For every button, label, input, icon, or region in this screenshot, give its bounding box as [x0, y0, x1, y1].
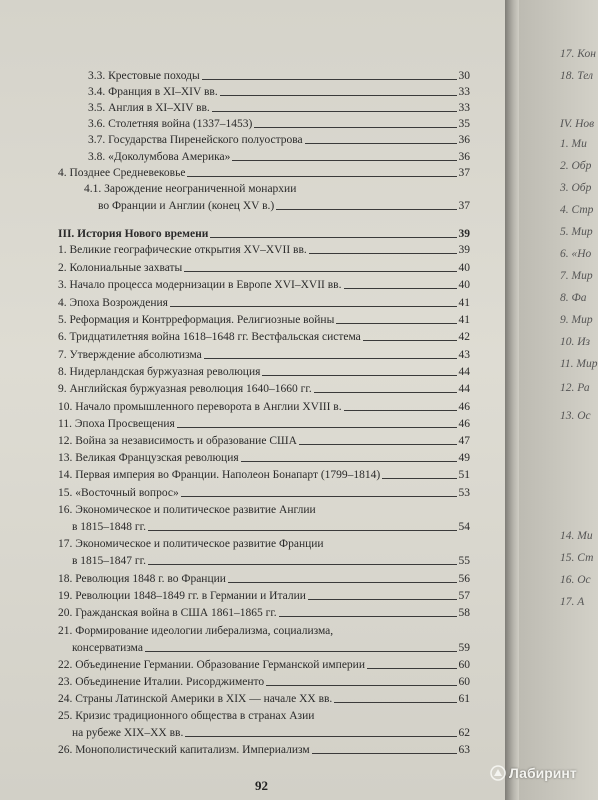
leader-line [187, 176, 456, 177]
toc-entry [88, 86, 470, 99]
right-page-fragment: 15. Ст [560, 552, 594, 564]
toc-page-number: 49 [458, 452, 470, 464]
right-page-fragment: 11. Мир [560, 358, 598, 370]
toc-page-number: 36 [458, 134, 470, 146]
toc-page-number: 41 [458, 314, 470, 326]
right-page-fragment: 13. Ос [560, 410, 591, 422]
toc-entry-text: на рубеже XIX–XX вв. [72, 727, 184, 739]
toc-entry [58, 452, 470, 465]
toc-entry-text: 8. Нидерландская буржуазная революция [58, 366, 261, 378]
toc-page-number: 46 [458, 401, 470, 413]
right-page-fragment: 2. Обр [560, 160, 592, 172]
toc-entry-text: 3.6. Столетняя война (1337–1453) [88, 118, 253, 130]
labirint-logo-icon [490, 765, 506, 781]
toc-entry [58, 573, 470, 586]
toc-entry-text: 4. Эпоха Возрождения [58, 297, 168, 309]
toc-entry-text: 19. Революции 1848–1849 гг. в Германии и Италии [58, 590, 306, 602]
toc-entry [72, 521, 470, 534]
toc-entry-title: 21. Формирование идеологии либерализма, социализма, [58, 625, 334, 637]
right-page-fragment: 4. Стр [560, 204, 594, 216]
toc-entry [58, 469, 470, 482]
toc-entry-text: 24. Страны Латинской Америки в XIX — начале XX вв. [58, 693, 333, 705]
toc-entry-text: 26. Монополистический капитализм. Империализм [58, 744, 310, 756]
toc-entry [58, 487, 470, 500]
toc-entry-text: 14. Первая империя во Франции. Наполеон Бонапарт (1799–1814) [58, 469, 381, 481]
page-number: 92 [255, 778, 268, 793]
toc-page-number: 44 [458, 366, 470, 378]
toc-page-number: 53 [458, 487, 470, 499]
right-page-fragment: 16. Ос [560, 574, 591, 586]
right-page-fragment: 3. Обр [560, 182, 592, 194]
toc-page-number: 44 [458, 383, 470, 395]
toc-page-number: 40 [458, 279, 470, 291]
toc-entry-text: 13. Великая Французская революция [58, 452, 239, 464]
toc-entry [58, 590, 470, 603]
toc-page-number: 63 [458, 744, 470, 756]
toc-page-number: 60 [458, 659, 470, 671]
toc-page-number: 51 [458, 469, 470, 481]
toc-entry-text: 6. Тридцатилетняя война 1618–1648 гг. Вестфальская система [58, 331, 361, 343]
toc-entry [72, 642, 470, 655]
leader-line [228, 582, 457, 583]
toc-page-number: 54 [458, 521, 470, 533]
toc-entry-title: 16. Экономическое и политическое развитие Англии [58, 504, 316, 516]
leader-line [363, 340, 457, 341]
leader-line [145, 651, 457, 652]
leader-line [212, 111, 457, 112]
toc-entry-text: 4. Позднее Средневековье [58, 167, 186, 179]
leader-line [382, 478, 456, 479]
toc-entry-text: 3. Начало процесса модернизации в Европе XVI–XVII вв. [58, 279, 342, 291]
toc-entry-text: 20. Гражданская война в США 1861–1865 гг. [58, 607, 277, 619]
toc-page-number: 58 [458, 607, 470, 619]
toc-page-number: 61 [458, 693, 470, 705]
right-page-fragment: 5. Мир [560, 226, 593, 238]
toc-page-number: 39 [458, 244, 470, 256]
leader-line [181, 496, 457, 497]
toc-entry [72, 555, 470, 568]
right-page-fragment: 12. Ра [560, 382, 590, 394]
leader-line [266, 685, 456, 686]
toc-page-number: 35 [458, 118, 470, 130]
leader-line [299, 444, 457, 445]
toc-entry [58, 331, 470, 344]
leader-line [344, 410, 457, 411]
leader-line [220, 95, 457, 96]
toc-entry-title: 4.1. Зарождение неограниченной монархии [84, 183, 297, 195]
leader-line [279, 616, 457, 617]
toc-page-number: 37 [458, 200, 470, 212]
toc-entry [58, 262, 470, 275]
leader-line [241, 461, 457, 462]
toc-page-number: 40 [458, 262, 470, 274]
leader-line [367, 668, 457, 669]
leader-line [334, 702, 456, 703]
leader-line [308, 599, 457, 600]
leader-line [210, 237, 456, 238]
leader-line [184, 271, 456, 272]
toc-entry [58, 279, 470, 292]
toc-entry [58, 607, 470, 620]
toc-entry-text: 2. Колониальные захваты [58, 262, 183, 274]
toc-entry [58, 314, 470, 327]
toc-page-number: 47 [458, 435, 470, 447]
toc-entry [58, 383, 470, 396]
right-page-fragment: 8. Фа [560, 292, 587, 304]
leader-line [336, 323, 456, 324]
right-page-fragment: 7. Мир [560, 270, 593, 282]
toc-page-number: 56 [458, 573, 470, 585]
right-page-fragment: 18. Тел [560, 70, 594, 82]
toc-entry [88, 151, 470, 164]
toc-entry-text: в 1815–1847 гг. [72, 555, 146, 567]
toc-entry [58, 659, 470, 672]
toc-entry-text: 3.7. Государства Пиренейского полуострова [88, 134, 303, 146]
leader-line [276, 209, 456, 210]
leader-line [344, 288, 457, 289]
right-page-fragment: 14. Ми [560, 530, 593, 542]
toc-entry-text: 12. Война за независимость и образование США [58, 435, 297, 447]
toc-entry-text: 23. Объединение Италии. Рисорджименто [58, 676, 265, 688]
leader-line [185, 736, 456, 737]
toc-entry-text: 15. «Восточный вопрос» [58, 487, 179, 499]
toc-entry-text: 10. Начало промышленного переворота в Англии XVIII в. [58, 401, 342, 413]
toc-section-heading [58, 228, 470, 241]
toc-entry-text: 9. Английская буржуазная революция 1640–1660 гг. [58, 383, 312, 395]
toc-page-number: 60 [458, 676, 470, 688]
right-page-fragment: 6. «Но [560, 248, 592, 260]
leader-line [305, 143, 457, 144]
leader-line [314, 392, 457, 393]
toc-page-number: 59 [458, 642, 470, 654]
toc-entry-text: III. История Нового времени [58, 228, 209, 240]
toc-page-number: 30 [458, 70, 470, 82]
leader-line [262, 375, 456, 376]
right-page-fragment: 1. Ми [560, 138, 587, 150]
toc-page-number: 33 [458, 102, 470, 114]
toc-entry-text: 3.3. Крестовые походы [88, 70, 200, 82]
toc-entry-title: 25. Кризис традиционного общества в странах Азии [58, 710, 315, 722]
toc-page-number: 37 [458, 167, 470, 179]
toc-entry [88, 134, 470, 147]
leader-line [232, 160, 456, 161]
toc-entry [88, 102, 470, 115]
toc-entry-text: 3.4. Франция в XI–XIV вв. [88, 86, 218, 98]
labirint-watermark [490, 765, 577, 781]
toc-entry-text: 18. Революция 1848 г. во Франции [58, 573, 226, 585]
toc-entry [72, 727, 470, 740]
toc-entry-text: 22. Объединение Германии. Образование Германской империи [58, 659, 365, 671]
toc-page-number: 55 [458, 555, 470, 567]
right-page-fragment: 10. Из [560, 336, 591, 348]
right-page [519, 0, 598, 800]
leader-line [309, 253, 457, 254]
toc-entry [58, 167, 470, 180]
right-page-fragment: 17. А [560, 596, 585, 608]
toc-entry-text: 1. Великие географические открытия XV–XVII вв. [58, 244, 307, 256]
leader-line [177, 427, 457, 428]
toc-entry [88, 118, 470, 131]
toc-entry-text: 3.8. «Доколумбова Америка» [88, 151, 231, 163]
toc-entry-text: 7. Утверждение абсолютизма [58, 349, 202, 361]
leader-line [202, 79, 457, 80]
toc-page-number: 62 [458, 727, 470, 739]
toc-page-number: 36 [458, 151, 470, 163]
toc-entry-text: в 1815–1848 гг. [72, 521, 146, 533]
toc-entry-text: 3.5. Англия в XI–XIV вв. [88, 102, 210, 114]
leader-line [148, 564, 457, 565]
toc-entry-text: консерватизма [72, 642, 143, 654]
toc-page-number: 33 [458, 86, 470, 98]
toc-page-number: 57 [458, 590, 470, 602]
toc-entry [58, 244, 470, 257]
toc-entry-text: 5. Реформация и Контрреформация. Религиозные войны [58, 314, 335, 326]
leader-line [312, 753, 457, 754]
toc-entry [58, 676, 470, 689]
right-page-fragment: 17. Кон [560, 48, 596, 60]
toc-entry [58, 435, 470, 448]
toc-entry [58, 297, 470, 310]
toc-entry [58, 401, 470, 414]
leader-line [254, 127, 456, 128]
toc-page-number: 43 [458, 349, 470, 361]
toc-page-number: 41 [458, 297, 470, 309]
watermark-text: Лабиринт [509, 765, 577, 781]
toc-entry [58, 744, 470, 757]
toc-entry [58, 418, 470, 431]
toc-entry [98, 200, 470, 213]
leader-line [204, 358, 457, 359]
toc-entry [88, 70, 470, 83]
leader-line [148, 530, 457, 531]
toc-entry [58, 366, 470, 379]
toc-entry [58, 349, 470, 362]
right-page-fragment: 9. Мир [560, 314, 593, 326]
toc-page-number: 46 [458, 418, 470, 430]
book-gutter [505, 0, 519, 800]
right-page-fragment: IV. Нов [560, 118, 595, 130]
leader-line [170, 306, 457, 307]
toc-page-number: 42 [458, 331, 470, 343]
toc-entry-text: во Франции и Англии (конец XV в.) [98, 200, 275, 212]
toc-page-number: 39 [458, 228, 470, 240]
toc-entry-title: 17. Экономическое и политическое развитие Франции [58, 538, 324, 550]
toc-entry-text: 11. Эпоха Просвещения [58, 418, 175, 430]
toc-entry [58, 693, 470, 706]
